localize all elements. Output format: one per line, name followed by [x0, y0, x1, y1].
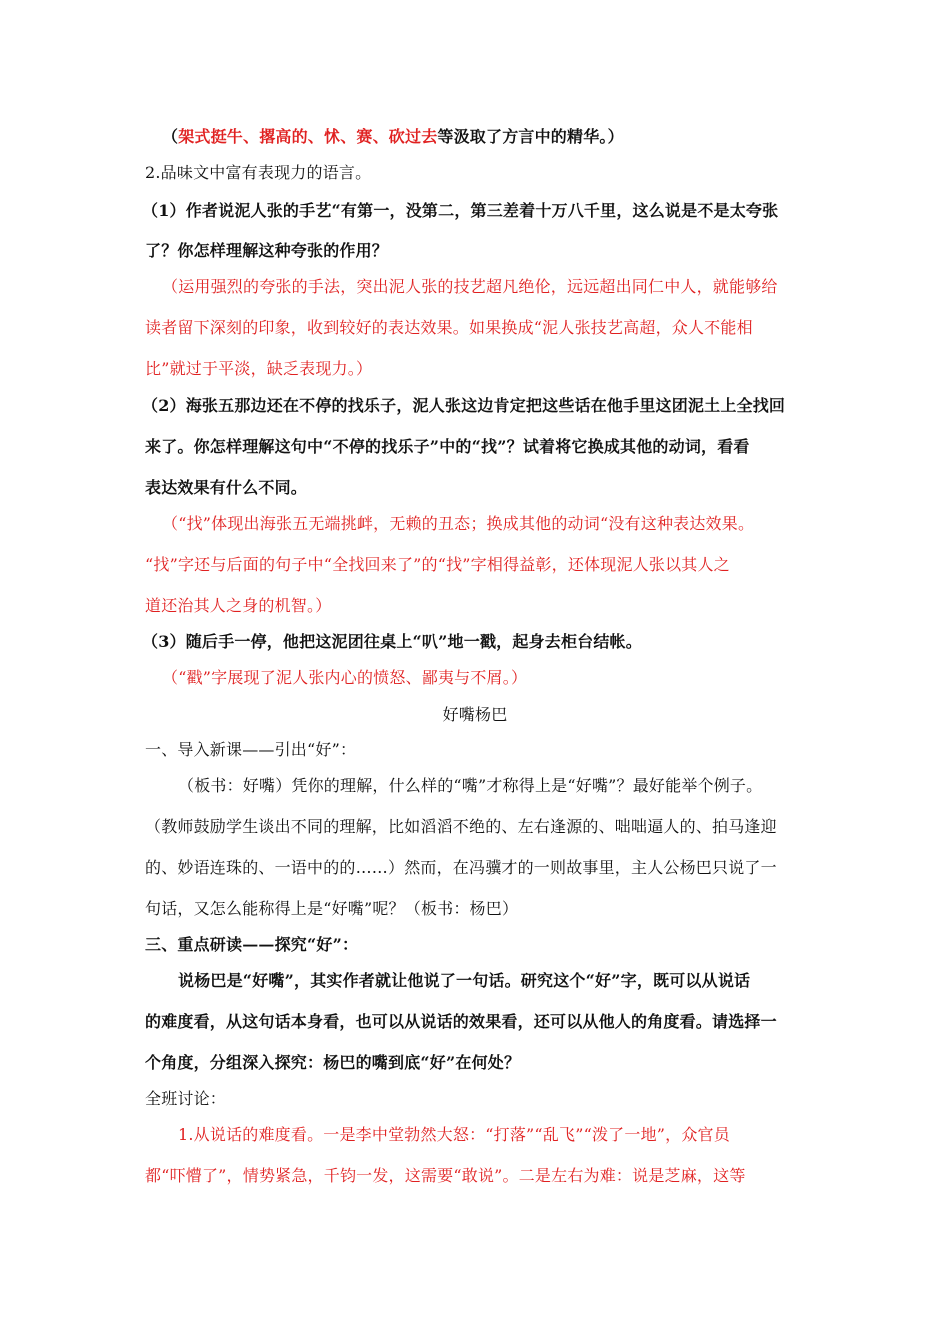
discussion-answer-line2: 都“吓懵了”，情势紧急，千钧一发，这需要“敢说”。二是左右为难：说是芝麻，这等	[145, 1166, 746, 1185]
q2-2-answer-line2: “找”字还与后面的句子中“全找回来了”的“找”字相得益彰，还体现泥人张以其人之	[145, 555, 730, 574]
q2-2-question-line1: （2）海张五那边还在不停的找乐子，泥人张这边肯定把这些话在他手里这团泥土上全找回	[142, 396, 786, 415]
q2-1-answer-line1: （运用强烈的夸张的手法，突出泥人张的技艺超凡绝伦，远远超出同仁中人，就能够给	[162, 277, 778, 296]
q2-1-answer-line3: 比”就过于平淡，缺乏表现力。）	[145, 359, 373, 378]
dialect-words: 架式挺牛、撂高的、怵、赛、砍过去	[178, 127, 438, 146]
part3-line1: 说杨巴是“好嘴”，其实作者就让他说了一句话。研究这个“好”字，既可以从说话	[178, 971, 751, 990]
dialect-note	[162, 126, 842, 148]
part1-line1: （板书：好嘴）凭你的理解，什么样的“嘴”才称得上是“好嘴”？最好能举个例子。	[178, 776, 763, 795]
q2-3-answer-line1: （“戳”字展现了泥人张内心的愤怒、鄙夷与不屑。）	[162, 668, 528, 687]
part1-heading: 一、导入新课——引出“好”：	[145, 740, 357, 759]
dialect-note-open: （	[162, 127, 179, 146]
q2-2-answer-line1: （“找”体现出海张五无端挑衅，无赖的丑态；换成其他的动词“没有这种表达效果。	[162, 514, 755, 533]
discussion-answer-line1: 1.从说话的难度看。一是李中堂勃然大怒：“打落”“乱飞”“泼了一地”，众官员	[178, 1125, 730, 1144]
part1-line3: 的、妙语连珠的、一语中的的……）然而，在冯骥才的一则故事里，主人公杨巴只说了一	[145, 858, 777, 877]
q2-1-question-line2: 了？你怎样理解这种夸张的作用？	[145, 241, 389, 260]
lesson-title: 好嘴杨巴	[442, 705, 508, 724]
q2-heading: 2.品味文中富有表现力的语言。	[145, 163, 372, 182]
q2-2-question-line2: 来了。你怎样理解这句中“不停的找乐子”中的“找”？试着将它换成其他的动词，看看	[145, 437, 750, 456]
part3-line3: 个角度，分组深入探究：杨巴的嘴到底“好”在何处？	[145, 1053, 521, 1072]
q2-2-answer-line3: 道还治其人之身的机智。）	[145, 596, 332, 615]
class-discussion-label: 全班讨论：	[145, 1089, 227, 1108]
part3-heading: 三、重点研读——探究“好”：	[145, 935, 359, 954]
q2-1-answer-line2: 读者留下深刻的印象，收到较好的表达效果。如果换成“泥人张技艺高超，众人不能相	[145, 318, 753, 337]
q2-1-question-line1: （1）作者说泥人张的手艺“有第一，没第二，第三差着十万八千里，这么说是不是太夸张	[142, 201, 779, 220]
q2-2-question-line3: 表达效果有什么不同。	[145, 478, 308, 497]
part1-line2: （教师鼓励学生谈出不同的理解，比如滔滔不绝的、左右逢源的、咄咄逼人的、拍马逢迎	[145, 817, 777, 836]
dialect-note-rest: 等汲取了方言中的精华。）	[437, 127, 624, 146]
part1-line4: 句话，又怎么能称得上是“好嘴”呢？（板书：杨巴）	[145, 899, 519, 918]
part3-line2: 的难度看，从这句话本身看，也可以从说话的效果看，还可以从他人的角度看。请选择一	[145, 1012, 777, 1031]
q2-3-question-line1: （3）随后手一停，他把这泥团往桌上“叭”地一戳，起身去柜台结帐。	[142, 632, 642, 651]
